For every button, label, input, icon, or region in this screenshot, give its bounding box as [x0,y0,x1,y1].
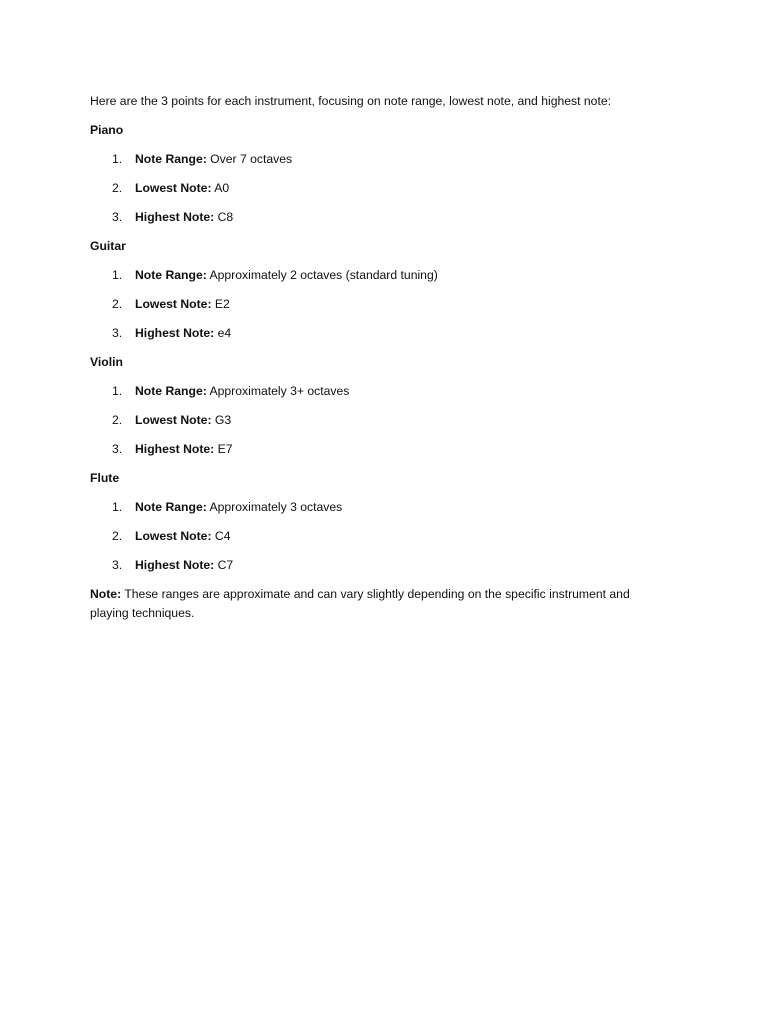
list-item [90,208,670,227]
item-label: Note Range: [135,268,207,282]
list-item [90,266,670,285]
item-value: Approximately 3+ octaves [209,384,350,398]
list-item [90,556,670,575]
list-number: 2. [112,413,123,427]
section-title: Guitar [90,239,126,253]
note-label: Note: [90,587,122,601]
list-number: 1. [112,152,123,166]
list-number: 3. [112,210,123,224]
list-item [90,440,670,459]
list-number: 2. [112,297,123,311]
list-item [90,527,670,546]
section-flute [90,469,670,575]
item-value: C7 [217,558,234,572]
item-value: A0 [214,181,230,195]
section-title: Violin [90,355,123,369]
section-title: Flute [90,471,120,485]
list-number: 1. [112,384,123,398]
list-number: 1. [112,500,123,514]
list-number: 3. [112,326,123,340]
section-title: Piano [90,123,124,137]
item-label: Note Range: [135,384,207,398]
item-label: Lowest Note: [135,413,212,427]
item-value: Approximately 3 octaves [209,500,343,514]
list-item [90,498,670,517]
intro-paragraph: Here are the 3 points for each instrument, focusing on note range, lowest note, and highest note: [90,94,612,108]
item-value: E7 [217,442,233,456]
item-label: Highest Note: [135,210,215,224]
item-value: Over 7 octaves [210,152,293,166]
item-value: e4 [217,326,232,340]
numbered-list [90,266,670,343]
list-item [90,179,670,198]
document-body [90,92,670,623]
item-label: Note Range: [135,152,207,166]
list-number: 1. [112,268,123,282]
section-guitar [90,237,670,343]
item-value: E2 [214,297,230,311]
item-value: Approximately 2 octaves (standard tuning) [209,268,438,282]
section-violin [90,353,670,459]
list-number: 3. [112,558,123,572]
numbered-list [90,382,670,459]
item-value: G3 [214,413,232,427]
numbered-list [90,150,670,227]
note-text: These ranges are approximate and can vary slightly depending on the specific instrument and playing techniques. [90,587,630,620]
item-value: C8 [217,210,234,224]
list-item [90,382,670,401]
note-paragraph [90,585,670,623]
item-label: Highest Note: [135,326,215,340]
list-number: 3. [112,442,123,456]
item-label: Lowest Note: [135,181,212,195]
item-value: C4 [214,529,231,543]
list-item [90,324,670,343]
item-label: Lowest Note: [135,297,212,311]
numbered-list [90,498,670,575]
section-piano [90,121,670,227]
list-item [90,295,670,314]
item-label: Highest Note: [135,558,215,572]
item-label: Lowest Note: [135,529,212,543]
item-label: Highest Note: [135,442,215,456]
list-item [90,150,670,169]
list-item [90,411,670,430]
item-label: Note Range: [135,500,207,514]
list-number: 2. [112,181,123,195]
list-number: 2. [112,529,123,543]
